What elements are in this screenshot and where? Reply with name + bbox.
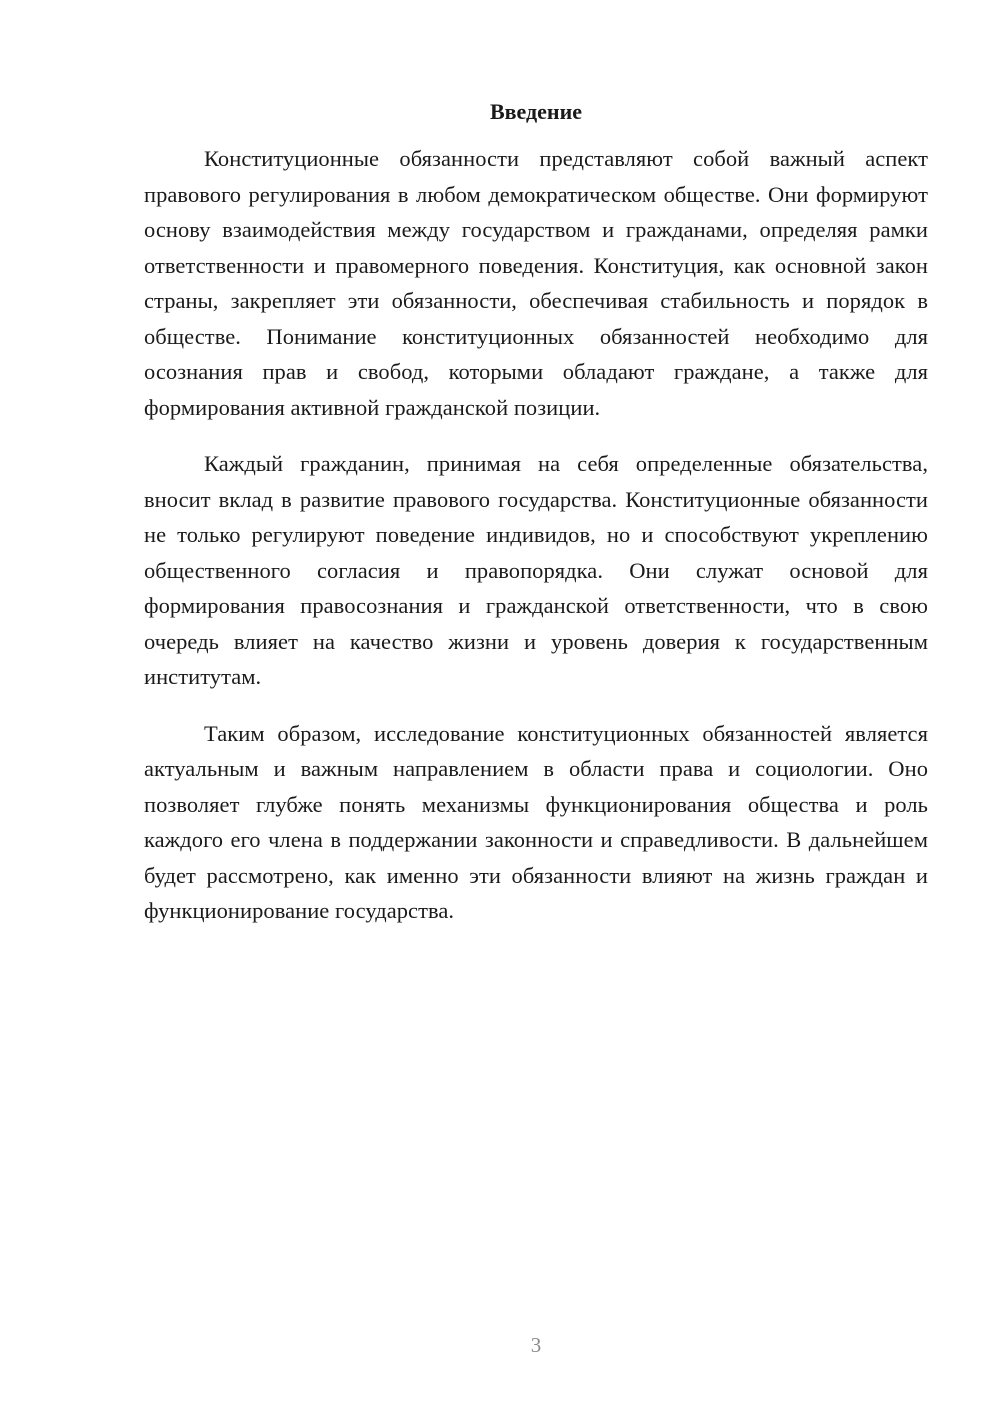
section-heading: Введение <box>489 99 583 124</box>
page-number: 3 <box>530 1333 542 1357</box>
paragraph-1: Конституционные обязанности представляют собой важный аспект правового регулирования в любом демократическом обществе. Они формируют основу взаимодействия между государством и гражданами, определяя рамки ответственности и правомерного поведения. Конституция, как основной закон страны, закрепляет эти обязанности, обеспечивая стабильность и порядок в обществе. Понимание конституционных обязанностей необходимо для осознания прав и свобод, которыми обладают граждане, а также для формирования активной гражданской позиции. <box>144 146 928 420</box>
paragraph-2: Каждый гражданин, принимая на себя определенные обязательства, вносит вклад в развитие правового государства. Конституционные обязанности не только регулируют поведение индивидов, но и способствуют укреплению общественного согласия и правопорядка. Они служат основой для формирования правосознания и гражданской ответственности, что в свою очередь влияет на качество жизни и уровень доверия к государственным институтам. <box>144 451 928 689</box>
body-text <box>144 141 928 950</box>
paragraph-3: Таким образом, исследование конституционных обязанностей является актуальным и важным направлением в области права и социологии. Оно позволяет глубже понять механизмы функционирования общества и роль каждого его члена в поддержании законности и справедливости. В дальнейшем будет рассмотрено, как именно эти обязанности влияют на жизнь граждан и функционирование государства. <box>144 720 928 923</box>
